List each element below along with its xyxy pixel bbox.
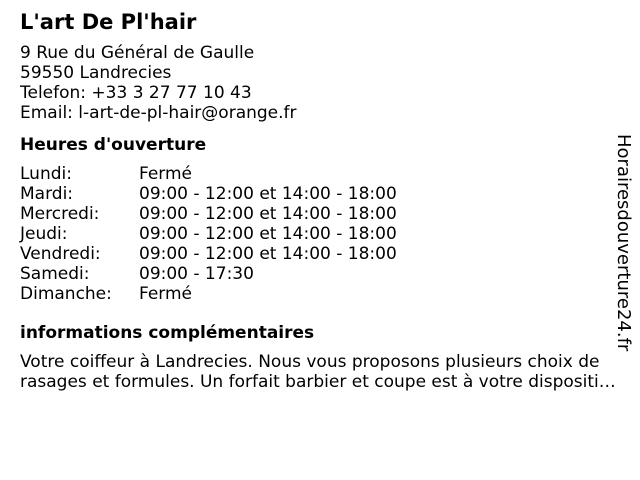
day-label: Jeudi: <box>20 224 68 244</box>
watermark-text: Horairesdouverture24.fr <box>613 134 634 352</box>
day-label: Samedi: <box>20 264 90 284</box>
business-description <box>20 352 630 392</box>
time-value: 09:00 - 12:00 et 14:00 - 18:00 <box>139 224 397 244</box>
hours-row-sunday <box>20 284 620 304</box>
time-value: Fermé <box>139 284 193 304</box>
day-label: Vendredi: <box>20 244 101 264</box>
hours-row-friday <box>20 244 620 264</box>
time-value: 09:00 - 12:00 et 14:00 - 18:00 <box>139 184 397 204</box>
time-value: 09:00 - 17:30 <box>139 264 254 284</box>
time-value: Fermé <box>139 164 193 184</box>
business-name: L'art De Pl'hair <box>20 10 197 34</box>
address-street: 9 Rue du Général de Gaulle <box>20 43 255 63</box>
site-watermark <box>613 134 633 374</box>
description-line-2: rasages et formules. Un forfait barbier et coupe est à votre dispositi… <box>20 372 616 392</box>
business-card <box>20 8 620 392</box>
time-value: 09:00 - 12:00 et 14:00 - 18:00 <box>139 244 397 264</box>
day-label: Mercredi: <box>20 204 100 224</box>
hours-row-tuesday <box>20 184 620 204</box>
address-city: 59550 Landrecies <box>20 63 172 83</box>
day-label: Lundi: <box>20 164 72 184</box>
day-label: Dimanche: <box>20 284 112 304</box>
hours-row-monday <box>20 164 620 184</box>
email-line: Email: l-art-de-pl-hair@orange.fr <box>20 103 297 123</box>
hours-row-saturday <box>20 264 620 284</box>
phone-line: Telefon: +33 3 27 77 10 43 <box>20 83 252 103</box>
opening-hours-heading: Heures d'ouverture <box>20 135 207 155</box>
description-line-1: Votre coiffeur à Landrecies. Nous vous proposons plusieurs choix de <box>20 352 600 372</box>
hours-row-thursday <box>20 224 620 244</box>
opening-hours-table <box>20 164 620 304</box>
day-label: Mardi: <box>20 184 74 204</box>
hours-row-wednesday <box>20 204 620 224</box>
additional-info-heading: informations complémentaires <box>20 323 315 343</box>
time-value: 09:00 - 12:00 et 14:00 - 18:00 <box>139 204 397 224</box>
